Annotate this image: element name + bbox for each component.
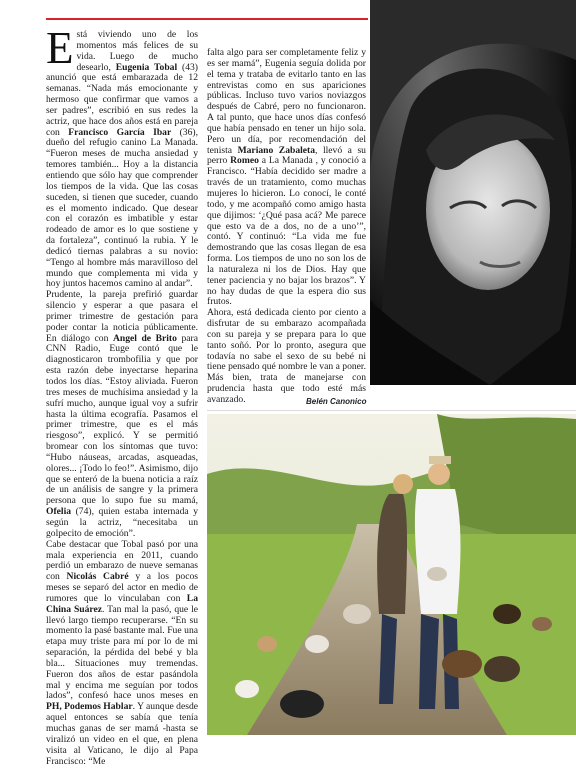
text-run: stá viviendo uno de los momentos más felices de su vida. Luego de mucho desearlo, — [76, 29, 198, 73]
article-column-1 — [46, 23, 199, 767]
text-run: Ahora, está dedicada ciento por ciento a disfrutar de su embarazo acompañada con su pareja y se prepara para lo que tanto soñó. Por lo pronto, asegura que todavía no sabe el sexo de su bebé ni tiene pensado qué nombre le van a poner. Más bien, trata de manejarse con prudencia hasta que todo esté más avanzado. — [207, 307, 366, 405]
text-run: (43) anunció que está embarazada de 12 semanas. “Nada más emocionante y hermoso que confirmar que vamos a ser padres”, escribió en sus redes la actriz, que hace dos años está en pareja con — [46, 61, 198, 138]
text-run: falta algo para ser completamente feliz y es ser mamá”, Eugenia seguía dolida por el tema y trataba de evitarlo tanto en las entrevistas como en sus apariciones públicas. Incluso tuvo varios noviazgos después de Cabré, pero no funcionaron. A tal punto, que hace unos días confesó que había pensado en tener un hijo sola. Pero un día, por recomendación del tenista — [207, 47, 366, 156]
bold-name: Ofelia — [46, 506, 72, 518]
text-run: . Y aunque desde aquel entonces se sabía que tenía muchas ganas de ser mamá -hasta se viralizó un video en el que, en plena visita al Vaticano, le dijo al Papa Francisco: “Me — [46, 701, 199, 767]
drop-cap: E — [46, 23, 74, 73]
bold-name: PH, Podemos Hablar — [46, 701, 133, 713]
article-column-2 — [207, 48, 366, 406]
bold-name: Francisco García Ibar — [68, 126, 172, 138]
photo-divider — [207, 410, 576, 411]
text-run: a La Manada , y conoció a Francisco. “Había decidido ser madre a través de un tratamiento, como muchas mujeres lo hicieron. Lo conocí, le conté todo, y me acompañó como amigo hasta que dijimos: ‘¿Qué pasa acá? Me parece que esto va de a dos, no de a uno’”, contó. Y continuó: “La vida me fue demostrando que las cosas llegan de esa forma. Los tiempos de uno no son los de la naturaleza ni los de Dios. Hay que tener paciencia y no bajar los brazos”. Y no hay dudas de que la espera dio sus frutos. — [207, 155, 367, 308]
text-run: para CNN Radio, Euge contó que le diagnosticaron trombofilia y que por esta razón debe inyectarse heparina todos los días. “Estoy aliviada. Fueron tres meses de muchísima ansiedad y la sufrí mucho, aunque igual voy a sufrir hasta la última ecografía. Pasamos el primer trimestre, que es el más riesgoso”, explicó. Y se permitió bromear con los síntomas que tuvo: “Hubo náuseas, arcadas, asqueadas, olores... ¡Todo lo feo!”. Asimismo, dijo que se enteró de la buena noticia a raíz de un análisis de sangre y la primera persona que lo supo fue su mamá, — [46, 332, 198, 507]
bold-name: Eugenia Tobal — [115, 61, 178, 73]
portrait-photo — [370, 0, 576, 385]
text-run: Prudente, la pareja prefirió guardar silencio y esperar a que pasara el primer trimestre de gestación para poder contar la noticia públicamente. En diálogo con — [46, 289, 198, 344]
text-run: . Tan mal la pasó, que le llevó largo tiempo recuperarse. “En su momento la pasé bastante mal. Fue una etapa muy triste para mí por lo de mi separación, la pérdida del bebé y bla bla... Situaciones muy tremendas. Fueron dos años de estar pasándola mal y encima me seguían por todos lados”, confesó hace unos meses en — [46, 603, 199, 702]
bold-name: Nicolás Cabré — [66, 571, 129, 583]
portrait-image — [370, 0, 576, 385]
couple-with-dogs-photo — [207, 414, 576, 735]
text-run: y a los pocos meses se separó del actor en medio de rumores que lo vinculaban con — [46, 571, 198, 604]
couple-with-dogs-image — [207, 414, 576, 735]
bold-name: Angel de Brito — [112, 332, 177, 344]
bold-name: La China Suárez — [46, 592, 198, 615]
column-1-text — [46, 23, 199, 767]
text-run: (74), quien estaba internada y según la actriz, “necesitaba un golpecito de emoción”. — [46, 506, 198, 539]
text-run: , llevó a su perro — [207, 144, 366, 167]
text-run: (36), dueño del refugio canino La Manada. “Fueron meses de mucha ansiedad y temores también... Hoy a la distancia entiendo que sólo hay que comprender los tiempos de la vida. Que las cosas suceden, si tienen que suceder, cuando es el momento indicado. Que desear con el corazón es imbatible y estar rodeado de amor es lo que sostiene y da fortaleza”, continuó la rubia. Y le dedicó tiernas palabras a su novio: “Tengo al hombre más maravilloso del mundo que complementa mi vida y hoy juntos hacemos camino al andar”. — [46, 126, 198, 290]
text-run: Cabe destacar que Tobal pasó por una mala experiencia en 2011, cuando perdió un embarazo de nueve semanas con — [46, 538, 198, 583]
photo-credit: Belén Canonico — [306, 397, 367, 406]
column-2-text — [207, 48, 366, 406]
bold-name: Mariano Zabaleta — [237, 144, 316, 156]
top-accent-line — [46, 18, 368, 20]
bold-name: Romeo — [230, 155, 259, 167]
